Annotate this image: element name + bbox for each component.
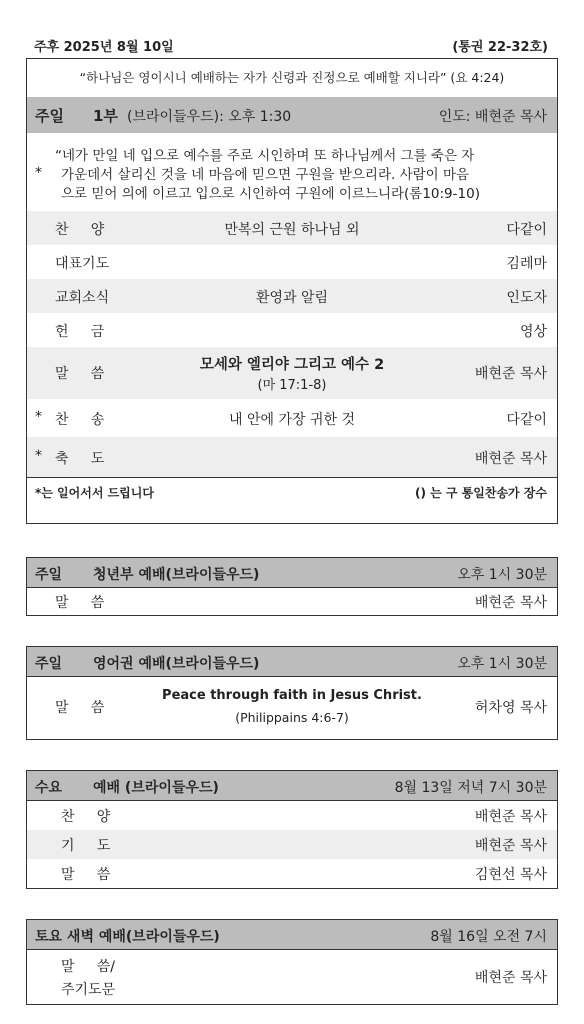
service-title: 영어권 예배(브라이들우드): [93, 656, 260, 672]
order-row: [27, 211, 557, 245]
order-title: 내 안에 가장 귀한 것: [229, 412, 355, 428]
order-label: 기 도: [61, 838, 111, 854]
service-time: 8월 13일 저녁 7시 30분: [394, 780, 547, 796]
standing-note: *는 일어서서 드립니다: [35, 486, 154, 500]
order-person: 배현준 목사: [474, 838, 547, 854]
service-day: 수요: [35, 780, 63, 796]
sermon-title: 모세와 엘리야 그리고 예수 2: [199, 357, 385, 373]
saturday-row: [27, 950, 557, 1004]
saturday-title-row: [27, 920, 557, 950]
order-label: 교회소식: [55, 290, 110, 306]
worship-quote-row: [27, 59, 557, 97]
order-label: 말 씀: [55, 366, 105, 382]
order-title: 만복의 근원 하나님 외: [224, 222, 360, 238]
order-label: 대표기도: [55, 256, 110, 272]
worship-quote: “하나님은 영이시니 예배하는 자가 신령과 진정으로 예배할 지니라” (요 4:24): [79, 70, 505, 85]
service-day: 주일: [35, 107, 64, 125]
order-label: 축 도: [55, 451, 105, 467]
service-day: 주일: [35, 656, 63, 672]
standing-star: *: [35, 409, 42, 425]
service-part: 1부: [93, 107, 118, 125]
sermon-reference: (마 17:1-8): [257, 378, 327, 393]
order-person: 배현준 목사: [474, 366, 547, 382]
order-label: 말 씀: [55, 700, 105, 716]
youth-sermon-row: [27, 588, 557, 615]
order-person: 다같이: [506, 412, 547, 428]
verse-line: “네가 만일 네 입으로 예수를 주로 시인하며 또 하나님께서 그를 죽은 자: [55, 148, 475, 164]
order-row: [27, 245, 557, 279]
youth-service-box: [26, 557, 558, 616]
bulletin-header: [34, 36, 548, 58]
order-row: [27, 399, 557, 437]
service-time: 8월 16일 오전 7시: [430, 929, 547, 945]
sermon-title: Peace through faith in Jesus Christ.: [162, 688, 422, 703]
verse-line: 가운데서 살리신 것을 네 마음에 믿으면 구원을 받으리라. 사람이 마음: [61, 167, 470, 183]
order-person: 배현준 목사: [474, 970, 547, 986]
youth-title-row: [27, 558, 557, 588]
service-title: 예배 (브라이들우드): [93, 780, 219, 796]
order-title: 환영과 알림: [255, 290, 329, 306]
service-day: 주일: [35, 567, 63, 583]
hymnal-note: () 는 구 통일찬송가 장수: [414, 486, 547, 500]
order-person: 김레마: [506, 256, 547, 272]
service-info: (브라이들우드): 오후 1:30: [127, 109, 292, 125]
verse-star: *: [35, 165, 42, 181]
sermon-reference: (Philippains 4:6-7): [235, 710, 349, 725]
order-label: 찬 양: [61, 809, 111, 825]
order-row: [27, 437, 557, 477]
service-title: 청년부 예배(브라이들우드): [93, 567, 260, 583]
order-person: 배현준 목사: [474, 595, 547, 611]
verse-line: 으로 믿어 의에 이르고 입으로 시인하여 구원에 이르느니라(롬10:9-10): [61, 186, 480, 202]
english-title-row: [27, 647, 557, 677]
english-service-box: [26, 646, 558, 740]
saturday-service-box: [26, 919, 558, 1005]
order-person: 배현준 목사: [474, 809, 547, 825]
order-row: [27, 279, 557, 313]
main-service-title-row: [27, 97, 557, 133]
wednesday-title-row: [27, 771, 557, 801]
english-sermon-row: [27, 677, 557, 739]
order-row-sermon: [27, 347, 557, 399]
order-row: [27, 313, 557, 347]
order-label: 말 씀/: [61, 959, 116, 975]
service-time: 오후 1시 30분: [457, 567, 547, 583]
order-label: 찬 송: [55, 412, 105, 428]
order-person: 영상: [519, 324, 547, 340]
wednesday-service-box: [26, 770, 558, 889]
order-person: 김현선 목사: [474, 867, 547, 883]
order-person: 인도자: [506, 290, 547, 306]
order-person: 다같이: [506, 222, 547, 238]
bulletin-volume: (통권 22-32호): [452, 40, 548, 55]
service-time: 오후 1시 30분: [457, 656, 547, 672]
order-label: 말 씀: [55, 595, 105, 611]
service-title: 토요 새벽 예배(브라이들우드): [35, 929, 220, 945]
order-label: 말 씀: [61, 867, 111, 883]
bulletin-date: 주후 2025년 8월 10일: [34, 40, 174, 55]
order-label: 헌 금: [55, 324, 105, 340]
standing-star: *: [35, 448, 42, 464]
scripture-verse-row: [27, 133, 557, 211]
order-person: 허차영 목사: [474, 700, 547, 716]
verse-text: [55, 147, 480, 204]
order-person: 배현준 목사: [474, 451, 547, 467]
order-label: 주기도문: [61, 982, 116, 998]
order-label: 찬 양: [55, 222, 105, 238]
service-leader: 인도: 배현준 목사: [438, 109, 547, 125]
main-service-box: [26, 58, 558, 524]
wednesday-row: [27, 801, 557, 830]
wednesday-row: [27, 859, 557, 888]
main-service-footer: [27, 477, 557, 505]
wednesday-row: [27, 830, 557, 859]
